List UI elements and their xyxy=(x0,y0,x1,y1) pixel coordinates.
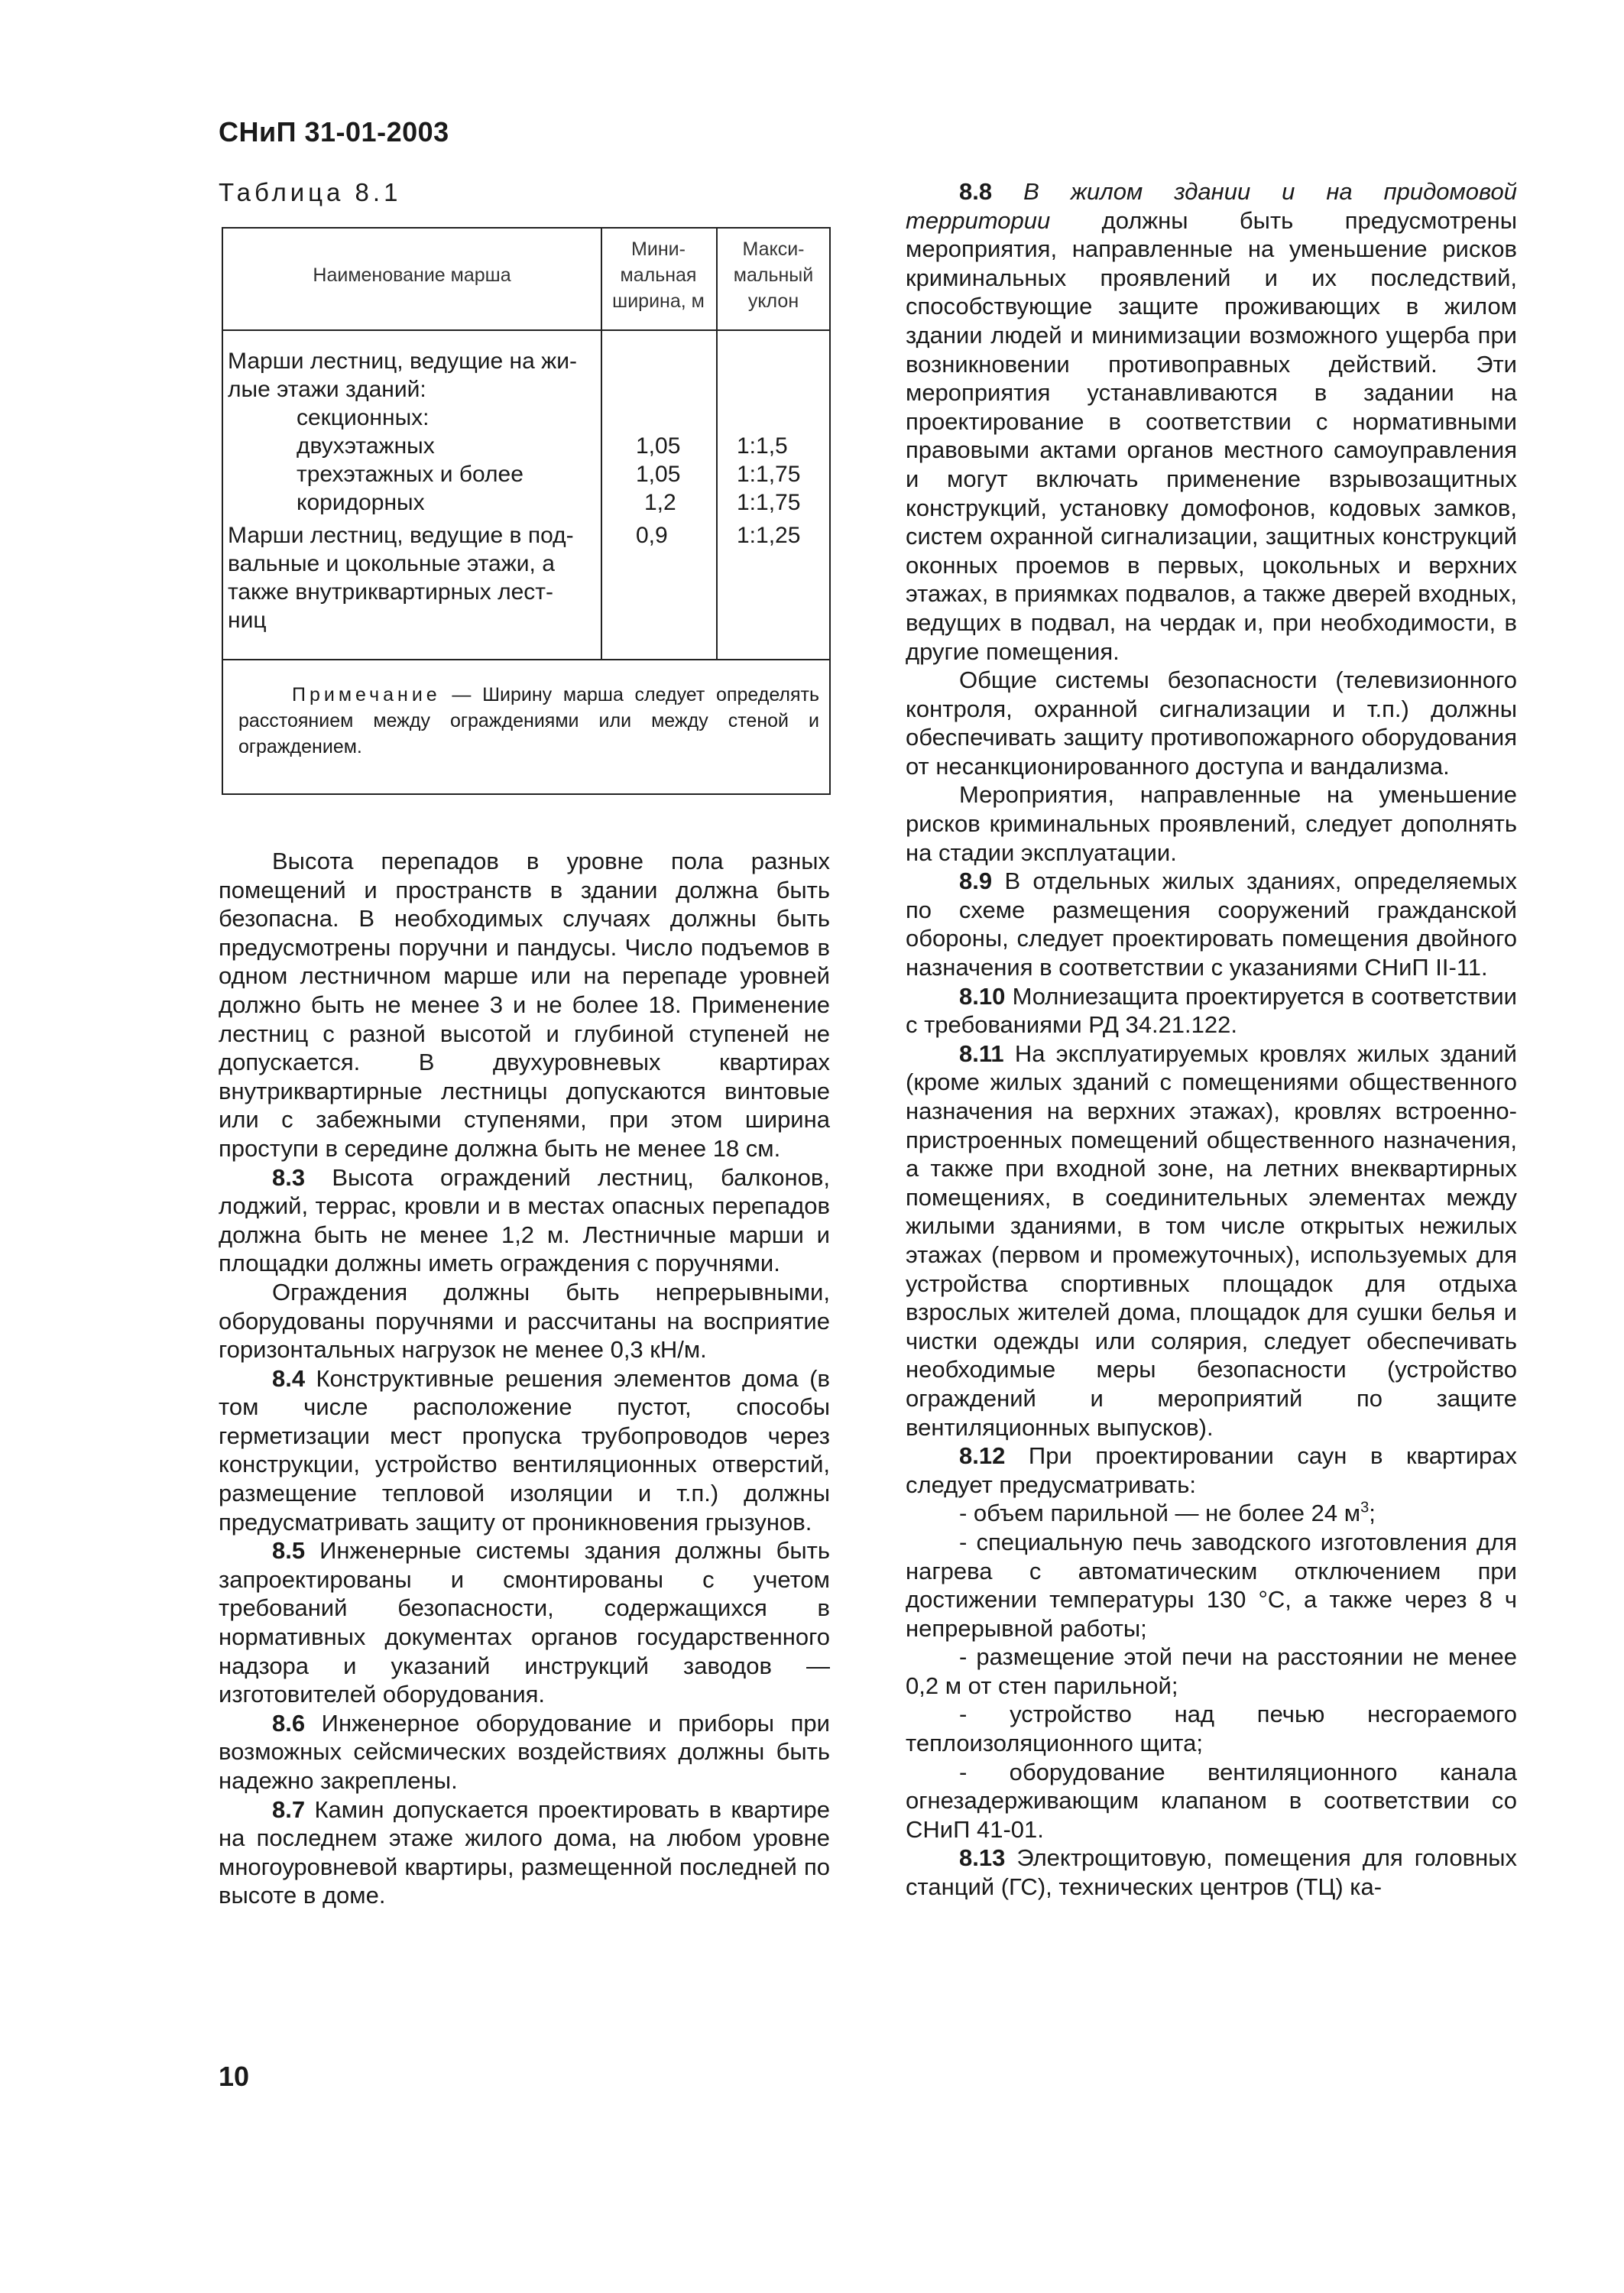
table-group-basement: Марши лестниц, ведущие в под- вальные и цокольные этажи, а также внутриквартирных лест- ниц xyxy=(228,523,574,633)
table-cell-slope: 1:1,5 xyxy=(737,433,788,459)
paragraph-8-13: 8.13 Электрощитовую, помещения для головных станций (ГС), технических центров (ТЦ) ка- xyxy=(906,1844,1517,1901)
table-row-label: двухэтажных xyxy=(297,433,435,459)
col-header-name: Наименование марша xyxy=(313,264,511,286)
paragraph-8-6: 8.6 Инженерное оборудование и приборы при возможных сейсмических воздействиях должны быть надежно закреплены. xyxy=(219,1709,830,1794)
list-item: - специальную печь заводского изготовления для нагрева с автоматическим отключением при достижении температуры 130 °С, а также через 8 ч непрерывной работы; xyxy=(906,1528,1517,1642)
paragraph: Ограждения должны быть непрерывными, оборудованы поручнями и рассчитаны на восприятие горизонтальных нагрузок не менее 0,3 кН/м. xyxy=(219,1278,830,1364)
document-header: СНиП 31-01-2003 xyxy=(219,116,449,148)
paragraph-8-8: 8.8 В жилом здании и на придомовой территории должны быть предусмотрены мероприятия, направленные на уменьшение рисков криминальных проявлений и их последствий, способствующие защите проживающих в жилом здании людей и минимизации возможного ущерба при возникновении противоправных действий. Эти мероприятия устанавливаются в задании на проектирование в соответствии с нормативными правовыми актами органов местного самоуправления и могут включать применение взрывозащитных конструкций, установку домофонов, кодовых замков, систем охранной сигнализации, защитных конструкций оконных проемов в первых, цокольных и верхних этажах, в приямках подвалов, а также дверей входных, ведущих в подвал, на чердак и, при необходимости, в другие помещения. xyxy=(906,178,1517,665)
table-caption: Таблица 8.1 xyxy=(219,178,402,206)
list-item: - размещение этой печи на расстоянии не менее 0,2 м от стен парильной; xyxy=(906,1643,1517,1699)
paragraph-8-3: 8.3 Высота ограждений лестниц, балконов, лоджий, террас, кровли и в местах опасных перепадов должна быть не менее 1,2 м. Лестничные марши и площадки должны иметь ограждения с поручнями. xyxy=(219,1163,830,1277)
paragraph-8-7: 8.7 Камин допускается проектировать в квартире на последнем этаже жилого дома, на любом уровне многоуровневой квартиры, размещенной последней по высоте в доме. xyxy=(219,1795,830,1909)
paragraph-8-11: 8.11 На эксплуатируемых кровлях жилых зданий (кроме жилых зданий с помещениями общественного назначения на верхних этажах), кровлях встроенно-пристроенных помещений общественного назначения, а также при входной зоне, на летних внеквартирных помещениях, в соединительных элементах между жилыми зданиями, в том числе открытых нежилых этажах (первом и промежуточных), используемых для устройства спортивных площадок для отдыха взрослых жителей дома, площадок для сушки белья и чистки одежды или солярия, следует обеспечивать необходимые меры безопасности (устройство ограждений и мероприятий по защите вентиляционных выпусков). xyxy=(906,1039,1517,1441)
right-column xyxy=(906,177,1517,1902)
col-header-slope: Макси- мальный уклон xyxy=(733,238,814,312)
table-cell-slope: 1:1,75 xyxy=(737,462,801,487)
table-row-label: трехэтажных и более xyxy=(297,462,524,487)
table-divider xyxy=(223,329,829,331)
paragraph: Общие системы безопасности (телевизионного контроля, охранной сигнализации и т.п.) должны обеспечивать защиту противопожарного оборудования от несанкционированного доступа и вандализма. xyxy=(906,666,1517,780)
paragraph-8-12: 8.12 При проектировании саун в квартирах следует предусматривать: xyxy=(906,1442,1518,1498)
paragraph: Высота перепадов в уровне пола разных помещений и пространств в здании должна быть безопасна. В необходимых случаях должны быть предусмотрены поручни и пандусы. Число подъемов в одном лестничном марше или на перепаде уровней должно быть не менее 3 и не более 18. Применение лестниц с разной высотой и глубиной ступеней не допускается. В двухуровневых квартирах внутриквартирные лестницы допускаются винтовые или с забежными ступенями, при этом ширина проступи в середине должна быть не менее 18 см. xyxy=(219,848,830,1162)
table-cell-width: 1,05 xyxy=(636,433,681,459)
table-cell-width: 0,9 xyxy=(636,523,668,548)
note-text: — Ширину марша следует определять расстоянием между ограждениями или между стеной и ограждением. xyxy=(238,684,819,757)
table-8-1 xyxy=(222,227,831,795)
table-divider xyxy=(223,659,829,660)
paragraph-8-4: 8.4 Конструктивные решения элементов дома (в том числе расположение пустот, способы герметизации мест пропуска трубопроводов через конструкции, устройство вентиляционных отверстий, размещение тепловой изоляции и т.п.) должны предусматривать защиту от проникновения грызунов. xyxy=(219,1364,830,1536)
paragraph-8-5: 8.5 Инженерные системы здания должны быть запроектированы и смонтированы с учетом требований безопасности, содержащихся в нормативных документах органов государственного надзора и указаний инструкций заводов — изготовителей оборудования. xyxy=(219,1537,830,1708)
paragraph: Мероприятия, направленные на уменьшение рисков криминальных проявлений, следует дополнять на стадии эксплуатации. xyxy=(906,781,1517,866)
table-row-label: коридорных xyxy=(297,490,425,515)
table-cell-slope: 1:1,25 xyxy=(737,523,801,548)
table-note xyxy=(238,682,819,760)
list-item: - устройство над печью несгораемого теплоизоляционного щита; xyxy=(906,1701,1517,1757)
page-number: 10 xyxy=(219,2061,250,2092)
list-item: - объем парильной — не более 24 $м^3$; xyxy=(959,1499,1376,1527)
table-cell-slope: 1:1,75 xyxy=(737,490,801,515)
table-cell-width: 1,2 xyxy=(644,490,676,515)
note-label: Примечание xyxy=(292,684,441,705)
table-cell-width: 1,05 xyxy=(636,462,681,487)
col-header-width: Мини- мальная ширина, м xyxy=(612,238,705,312)
table-group-residential: Марши лестниц, ведущие на жи- лые этажи зданий: секционных: двухэтажных трехэтажных и более коридорных xyxy=(228,347,595,517)
paragraph-8-10: 8.10 Молниезащита проектируется в соответствии с требованиями РД 34.21.122. xyxy=(906,982,1517,1039)
left-column xyxy=(219,847,830,1910)
paragraph-8-9: 8.9 В отдельных жилых зданиях, определяемых по схеме размещения сооружений гражданской обороны, следует проектировать помещения двойного назначения в соответствии с указаниями СНиП II-11. xyxy=(906,868,1517,981)
list-item: - оборудование вентиляционного канала огнезадерживающим клапаном в соответствии со СНиП 41-01. xyxy=(906,1758,1517,1843)
